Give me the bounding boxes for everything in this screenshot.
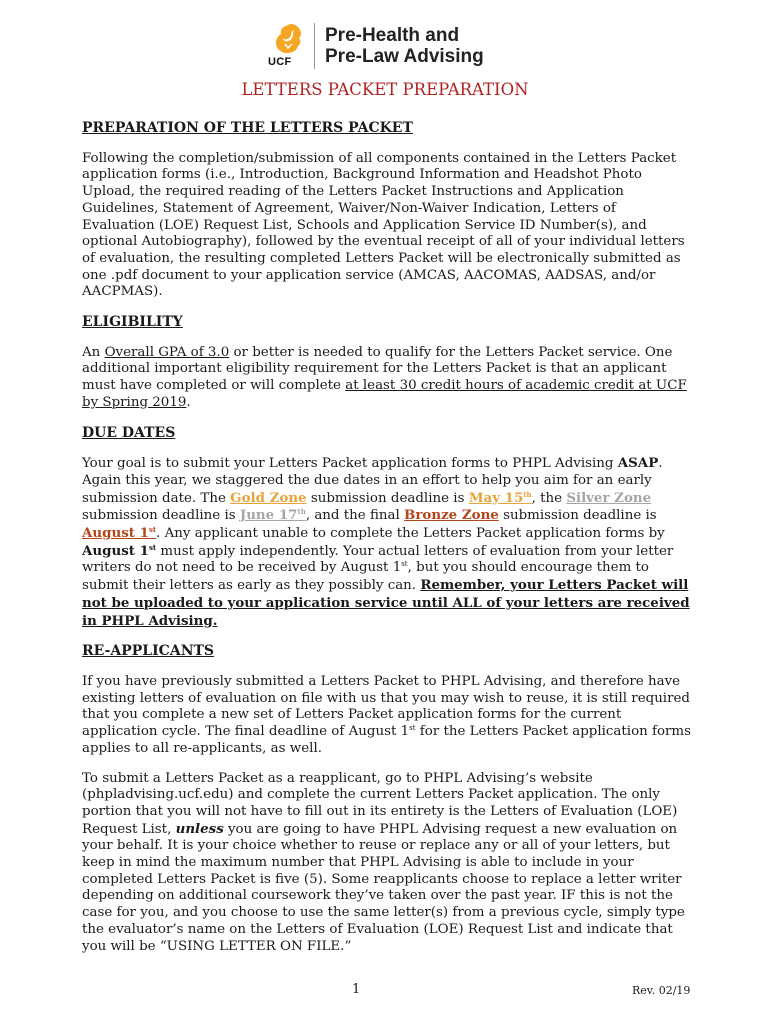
ordinal: st [148, 542, 157, 552]
page-title: LETTERS PACKET PREPARATION [241, 80, 529, 99]
ordinal: st [409, 724, 416, 733]
gold-zone-label: Gold Zone [230, 489, 307, 506]
department-name [325, 25, 484, 67]
final-deadline [82, 543, 156, 559]
document-body [82, 120, 692, 968]
logo-divider [314, 23, 315, 69]
section-heading-reapplicants: RE-APPLICANTS [82, 643, 215, 660]
text: , the [531, 490, 567, 506]
text: you are going to have PHPL Advising request a new evaluation on your behalf. It is your choice whether to reuse or replace any or all of your letters, but keep in mind the maximum number that PHPL Advising is able to include in your completed Letters Packet is five (5). Some reapplicants choose to replace a letter writer depending on additional coursework they’ve taken over the past year. IF this is not the case for you, and you choose to use the same letter(s) from a previous cycle, simply type the evaluator’s name on the Letters of Evaluation (LOE) Request List and indicate that you will be “USING LETTER ON FILE.” [82, 821, 685, 954]
text: . Again this year, we staggered the due dates in an effort to help you aim for an early submission date. The [82, 456, 663, 506]
ordinal: st [148, 525, 157, 535]
reminder-note: Remember, your Letters Packet will not be uploaded to your application service until ALL of your letters are received in PHPL Advising. [82, 577, 690, 629]
section-heading-eligibility: ELIGIBILITY [82, 314, 183, 331]
text: , but you should encourage them to submit their letters as early as they possibly can. [82, 560, 649, 594]
ordinal: st [401, 560, 408, 569]
bronze-zone-date [82, 525, 156, 541]
credit-requirement: at least 30 credit hours of academic credit at UCF by Spring 2019 [82, 378, 687, 410]
section-heading-prep: PREPARATION OF THE LETTERS PACKET [82, 120, 413, 136]
text: . [186, 394, 191, 410]
text: must apply independently. Your actual letters of evaluation from your letter writers do not need to be received by August 1 [82, 543, 674, 576]
page-number: 1 [352, 982, 361, 997]
gold-zone-date [469, 490, 532, 506]
gpa-requirement: Overall GPA of 3.0 [104, 344, 230, 360]
text: , and the final [305, 508, 405, 524]
prep-paragraph: Following the completion/submission of all components contained in the Letters Packet application forms (i.e., Introduction, Background Information and Headshot Photo Upload, the required reading of the Letters Packet Instructions and Application Guidelines, Statement of Agreement, Waiver/Non-Waiver Indication, Letters of Evaluation (LOE) Request List, Schools and Application Service ID Number(s), and optional Autobiography), followed by the eventual receipt of all of your individual letters of evaluation, the resulting completed Letters Packet will be electronically submitted as one .pdf document to your application service (AMCAS, AACOMAS, AADSAS, and/or AACPMAS). [82, 150, 685, 300]
text: or better is needed to qualify for the Letters Packet service. One additional important eligibility requirement for the Letters Packet is that an applicant must have completed or will complete [82, 344, 673, 394]
ordinal: th [523, 489, 532, 499]
text: submission deadline is [306, 490, 469, 506]
asap-text: ASAP [617, 455, 659, 472]
text: Your goal is to submit your Letters Packet application forms to PHPL Advising [82, 456, 618, 472]
silver-zone-label: Silver Zone [566, 489, 652, 506]
logo [268, 20, 484, 72]
date-text: August 1 [82, 525, 149, 542]
text: submission deadline is [82, 508, 240, 524]
silver-zone-date [240, 507, 306, 523]
reapplicants-paragraph-2 [82, 771, 692, 956]
date-text: May 15 [468, 489, 524, 506]
bronze-zone-label: Bronze Zone [404, 507, 499, 524]
unless-emphasis: unless [175, 820, 224, 837]
revision-label: Rev. 02/19 [632, 984, 691, 997]
reapplicants-paragraph-1 [82, 674, 692, 758]
due-dates-paragraph [82, 455, 692, 630]
section-heading-due-dates: DUE DATES [82, 424, 176, 441]
date-text: August 1 [82, 542, 149, 559]
eligibility-paragraph [82, 345, 692, 412]
text: An [82, 344, 105, 360]
text: for the Letters Packet application forms applies to all re-applicants, as well. [82, 724, 692, 756]
department-name-line2: Pre-Law Advising [325, 46, 484, 67]
text: To submit a Letters Packet as a reapplicant, go to PHPL Advising’s website (phpladvising.ucf.edu) and complete the current Letters Packet application. The only portion that you will not have to fill out in its entirety is the Letters of Evaluation (LOE) Request List, [82, 770, 678, 837]
text: If you have previously submitted a Letters Packet to PHPL Advising, and therefore have existing letters of evaluation on file with us that you may wish to reuse, it is still required that you complete a new set of Letters Packet application forms for the current application cycle. The final deadline of August 1 [82, 673, 690, 740]
text: submission deadline is [498, 508, 657, 524]
ucf-wordmark: UCF [268, 56, 292, 68]
department-name-line1: Pre-Health and [325, 25, 460, 46]
ordinal: th [297, 507, 306, 517]
text: . Any applicant unable to complete the Letters Packet application forms by [156, 526, 665, 542]
ucf-pegasus-icon [268, 22, 302, 70]
date-text: June 17 [239, 507, 298, 524]
